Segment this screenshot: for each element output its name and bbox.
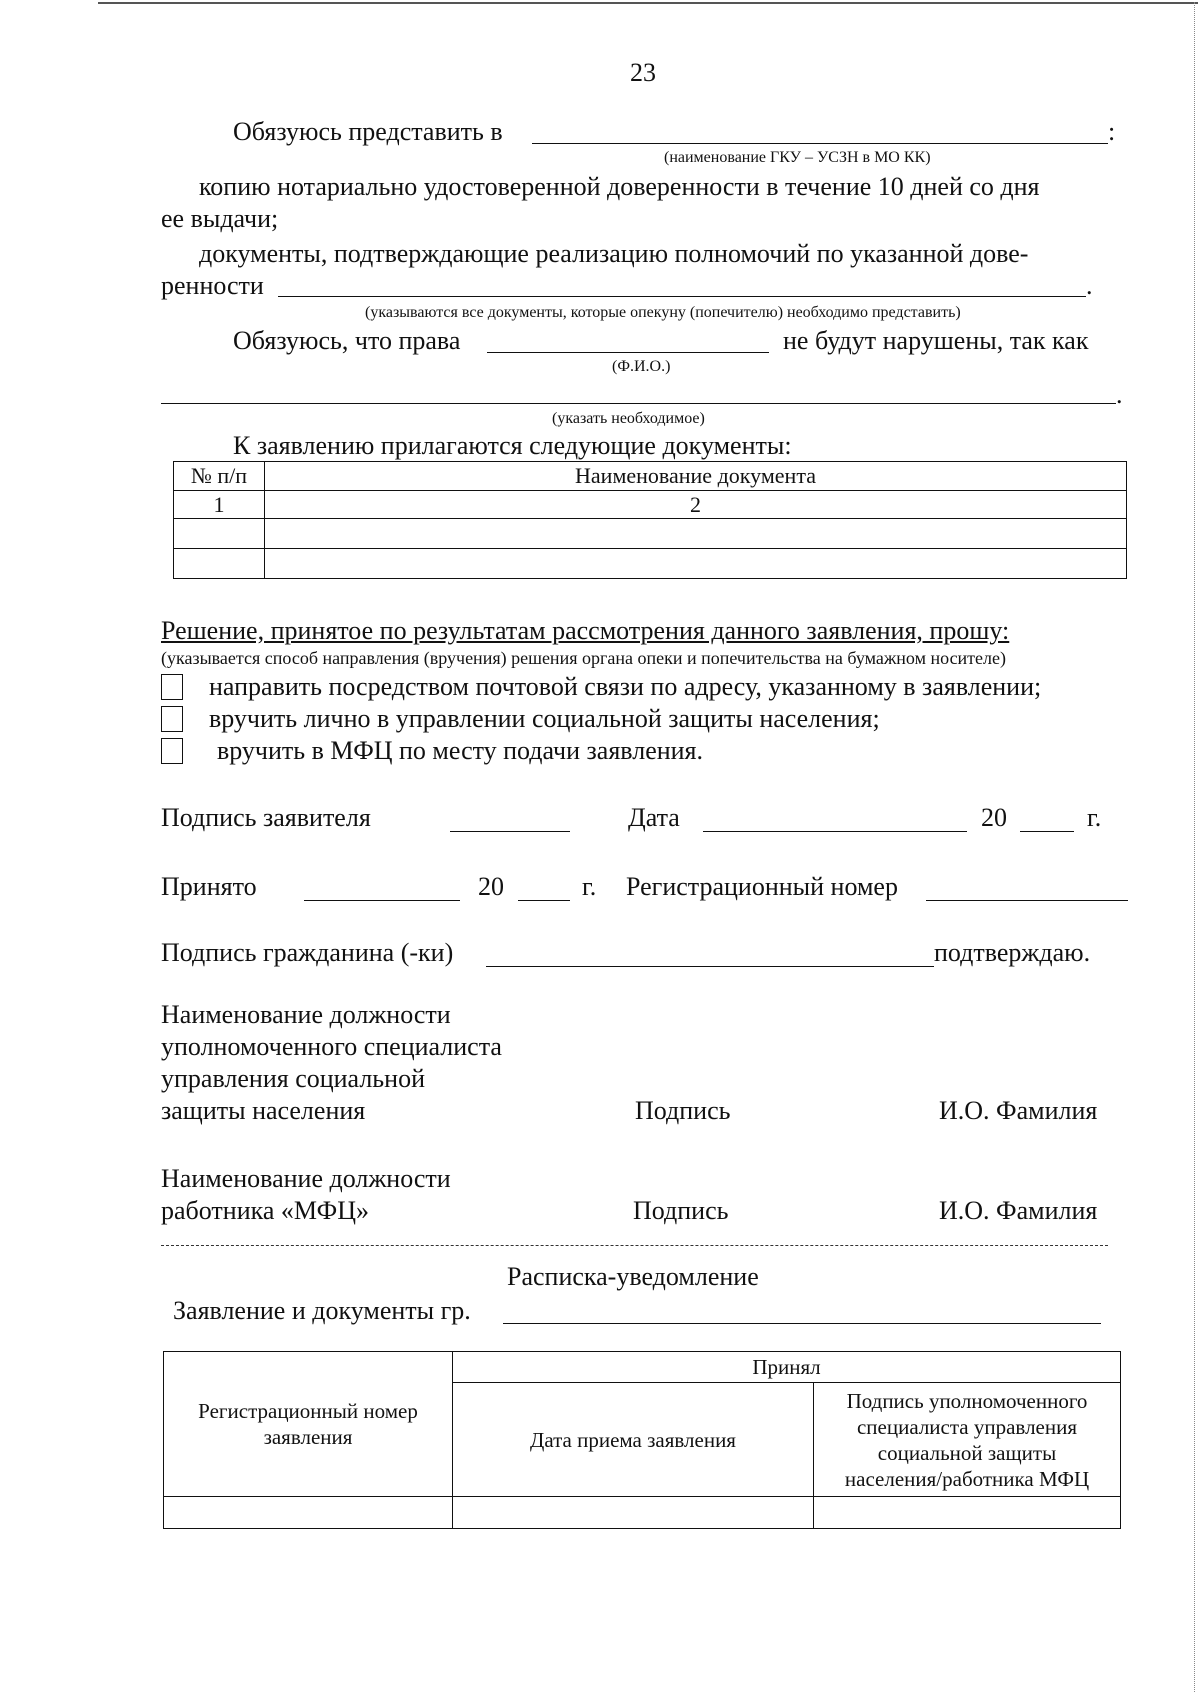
mfc-worker-line-1: Наименование должности [161, 1164, 451, 1193]
accepted-header: Принял [453, 1352, 1121, 1383]
specialist-line-4: защиты населения [161, 1096, 366, 1125]
receipt-title: Расписка-уведомление [507, 1262, 759, 1291]
receipt-table [163, 1351, 1121, 1529]
docs-text-line2: ренности [161, 271, 264, 300]
header-document-name: Наименование документа [265, 462, 1127, 491]
scan-edge-top [98, 2, 1198, 4]
option-post-checkbox[interactable] [161, 674, 183, 700]
receipt-docs-label: Заявление и документы гр. [173, 1296, 471, 1325]
specialist-line-1: Наименование должности [161, 1000, 451, 1029]
reg-number-header-line-1: Регистрационный номер [198, 1399, 418, 1423]
citizen-signature-label: Подпись гражданина (-ки) [161, 938, 454, 967]
accepted-year-prefix: 20 [478, 872, 504, 901]
signature-header-line-3: социальной защиты [877, 1440, 1057, 1465]
docs-list-field[interactable] [278, 296, 1086, 297]
attachments-table [173, 461, 1127, 579]
year-prefix: 20 [981, 803, 1007, 832]
mfc-worker-name-label: И.О. Фамилия [939, 1196, 1098, 1225]
signature-header-line-1: Подпись уполномоченного [846, 1388, 1088, 1413]
page-number: 23 [630, 58, 656, 87]
signature-header-line-2: специалиста управления [856, 1414, 1078, 1439]
citizen-signature-field[interactable] [486, 966, 934, 967]
cut-line [161, 1245, 1108, 1246]
rights-suffix: не будут нарушены, так как [783, 326, 1089, 355]
specialist-line-2: уполномоченного специалиста [161, 1032, 502, 1061]
option-mfc-label: вручить в МФЦ по месту подачи заявления. [217, 736, 704, 765]
receipt-citizen-field[interactable] [503, 1323, 1101, 1324]
signature-header [814, 1383, 1121, 1497]
table-cell[interactable] [174, 519, 265, 549]
specialist-signature-label: Подпись [635, 1096, 731, 1125]
reg-number-header-line-2: заявления [263, 1425, 353, 1449]
undertaking-end-mark: : [1108, 117, 1116, 146]
ussz-name-hint: (наименование ГКУ – УСЗН в МО КК) [664, 149, 931, 166]
table-cell[interactable] [164, 1497, 453, 1529]
needed-hint: (указать необходимое) [552, 410, 705, 427]
undertaking-prefix: Обязуюсь представить в [233, 117, 503, 146]
scan-edge-right [1194, 2, 1195, 1692]
copy-text-line1: копию нотариально удостоверенной доверенности в течение 10 дней со дня [199, 172, 1040, 201]
date-label: Дата [628, 803, 680, 832]
mfc-worker-signature-label: Подпись [633, 1196, 729, 1225]
accepted-year-suffix: г. [582, 872, 597, 901]
citizen-confirm-text: подтверждаю. [934, 938, 1091, 967]
ussz-name-field[interactable] [532, 143, 1108, 144]
numbering-cell-2: 2 [265, 491, 1127, 519]
option-social-office-checkbox[interactable] [161, 706, 183, 732]
docs-hint: (указываются все документы, которые опекуну (попечителю) необходимо представить) [365, 304, 961, 321]
signature-header-line-4: населения/работника МФЦ [844, 1466, 1090, 1491]
date-field[interactable] [703, 831, 967, 832]
copy-text-line2: ее выдачи; [161, 204, 279, 233]
year-suffix: г. [1087, 803, 1102, 832]
rights-prefix: Обязуюсь, что права [233, 326, 461, 355]
accepted-year-field[interactable] [518, 900, 570, 901]
table-cell[interactable] [174, 549, 265, 579]
table-row [174, 549, 1127, 579]
docs-text-line1: документы, подтверждающие реализацию полномочий по указанной дове- [199, 239, 1029, 268]
rights-end-mark: . [1116, 380, 1123, 409]
table-cell[interactable] [265, 549, 1127, 579]
attachments-title: К заявлению прилагаются следующие документы: [233, 431, 792, 460]
accepted-label: Принято [161, 872, 257, 901]
option-social-office-label: вручить лично в управлении социальной защиты населения; [209, 704, 880, 733]
decision-hint: (указывается способ направления (вручения) решения органа опеки и попечительства на бумажном носителе) [161, 648, 1007, 668]
reg-number-header [164, 1352, 453, 1497]
applicant-signature-label: Подпись заявителя [161, 803, 371, 832]
table-row [174, 519, 1127, 549]
fio-hint: (Ф.И.О.) [612, 358, 671, 375]
specialist-name-label: И.О. Фамилия [939, 1096, 1098, 1125]
reg-number-label: Регистрационный номер [626, 872, 898, 901]
specialist-line-3: управления социальной [161, 1064, 425, 1093]
option-mfc-checkbox[interactable] [161, 738, 183, 764]
table-row [164, 1497, 1121, 1529]
needed-field[interactable] [161, 403, 1116, 404]
option-post-label: направить посредством почтовой связи по адресу, указанному в заявлении; [209, 672, 1042, 701]
ward-fio-field[interactable] [487, 352, 769, 353]
docs-end-mark: . [1086, 271, 1093, 300]
year-field[interactable] [1020, 831, 1074, 832]
decision-title: Решение, принятое по результатам рассмотрения данного заявления, прошу: [161, 616, 1010, 645]
reg-number-field[interactable] [926, 900, 1128, 901]
header-number: № п/п [174, 462, 265, 491]
table-cell[interactable] [265, 519, 1127, 549]
numbering-cell-1: 1 [174, 491, 265, 519]
date-received-header: Дата приема заявления [453, 1383, 814, 1497]
table-cell[interactable] [453, 1497, 814, 1529]
mfc-worker-line-2: работника «МФЦ» [161, 1196, 369, 1225]
accepted-day-field[interactable] [304, 900, 460, 901]
table-cell[interactable] [814, 1497, 1121, 1529]
applicant-signature-field[interactable] [450, 831, 570, 832]
